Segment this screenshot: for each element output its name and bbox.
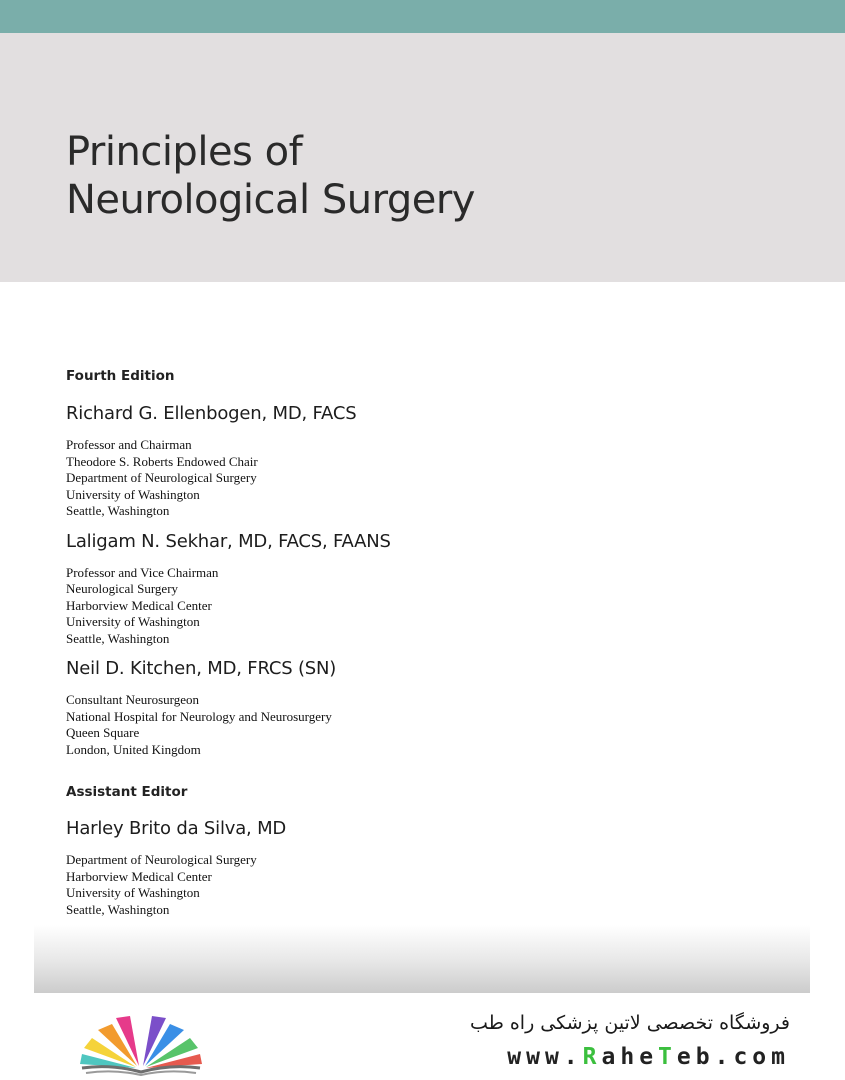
editor-affiliation [66,437,766,520]
affiliation-line: Professor and Chairman [66,437,192,452]
shop-name: فروشگاه تخصصی لاتین پزشکی راه طب [470,1012,790,1034]
affiliation-line: University of Washington [66,885,200,900]
affiliation-line: University of Washington [66,614,200,629]
editor-affiliation [66,565,766,648]
affiliation-line: Theodore S. Roberts Endowed Chair [66,453,258,469]
book-title-line-1: Principles of [66,129,303,175]
editor-block [66,658,766,758]
assistant-editor-block [66,818,766,918]
affiliation-line: Harborview Medical Center [66,868,212,884]
assistant-editor-label: Assistant Editor [66,784,188,800]
affiliation-line: London, United Kingdom [66,741,201,757]
website-part: eb.com [676,1044,790,1070]
top-color-strip [0,0,845,33]
affiliation-line: Seattle, Washington [66,503,170,518]
affiliation-line: Department of Neurological Surgery [66,852,257,867]
website-part: ahe [601,1044,659,1070]
book-title [66,128,475,224]
edition-label: Fourth Edition [66,368,175,384]
book-title-line-2: Neurological Surgery [66,177,475,223]
assistant-editor-name: Harley Brito da Silva, MD [66,818,287,839]
affiliation-line: Consultant Neurosurgeon [66,692,199,707]
editor-name: Richard G. Ellenbogen, MD, FACS [66,403,357,424]
affiliation-line: Seattle, Washington [66,630,170,646]
affiliation-line: Professor and Vice Chairman [66,564,219,580]
affiliation-line: National Hospital for Neurology and Neurosurgery [66,708,332,724]
assistant-affiliation [66,852,766,918]
affiliation-line: Harborview Medical Center [66,597,212,613]
affiliation-line: University of Washington [66,486,200,502]
affiliation-line: Seattle, Washington [66,901,170,917]
website-url[interactable] [507,1044,790,1070]
page-bottom-shadow [34,925,810,993]
editor-affiliation [66,692,766,758]
editor-name: Laligam N. Sekhar, MD, FACS, FAANS [66,530,391,552]
affiliation-line: Queen Square [66,725,140,740]
affiliation-line: Neurological Surgery [66,581,179,596]
editor-block [66,403,766,520]
affiliation-line: Department of Neurological Surgery [66,470,257,485]
editor-name: Neil D. Kitchen, MD, FRCS (SN) [66,658,337,679]
website-part: www. [507,1044,583,1070]
editor-block [66,531,766,648]
website-highlight-letter: T [658,1044,677,1070]
website-highlight-letter: R [582,1044,602,1070]
editors-section [66,368,766,929]
open-book-logo-icon [76,1008,206,1076]
